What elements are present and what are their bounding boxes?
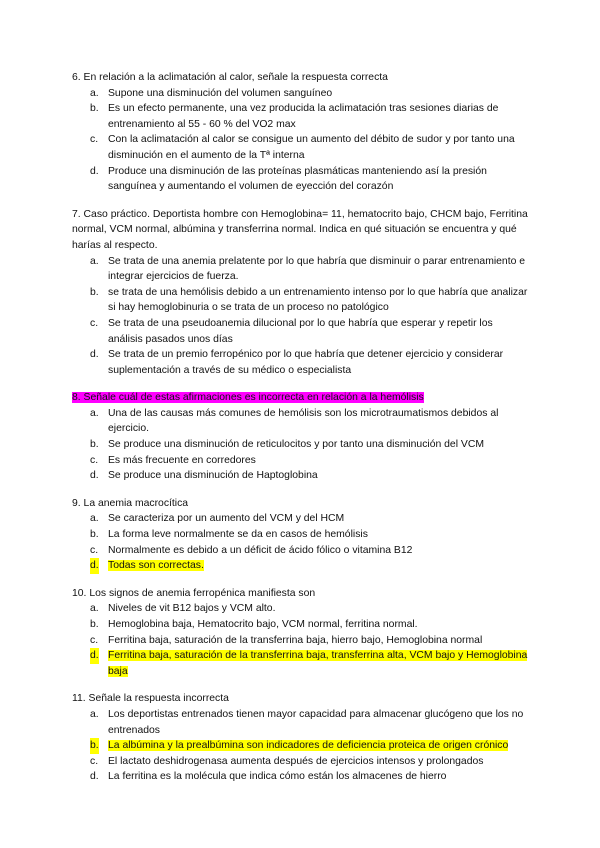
option-letter: a.	[90, 603, 99, 615]
option-c	[72, 316, 528, 347]
option-text: La forma leve normalmente se da en casos de hemólisis	[108, 529, 368, 541]
option-list	[72, 601, 528, 679]
option-d-highlighted	[72, 558, 528, 574]
option-letter: c.	[90, 317, 99, 329]
option-letter: d.	[90, 648, 99, 664]
option-list	[72, 511, 528, 573]
option-text: Con la aclimatación al calor se consigue un aumento del débito de sudor y por tanto una disminución en el aumento de la Tª interna	[108, 134, 515, 161]
option-letter: b.	[90, 286, 99, 298]
option-text: Hemoglobina baja, Hematocrito bajo, VCM normal, ferritina normal.	[108, 619, 418, 630]
option-d	[72, 468, 528, 484]
option-text: Una de las causas más comunes de hemólisis son los microtraumatismos debidos al ejercicio.	[108, 407, 499, 435]
option-letter: c.	[90, 454, 99, 466]
option-d	[72, 164, 528, 195]
option-a	[72, 707, 528, 738]
option-text: Es más frecuente en corredores	[108, 454, 256, 466]
option-text: Normalmente es debido a un déficit de ácido fólico o vitamina B12	[108, 544, 413, 556]
option-text: Supone una disminución del volumen sanguíneo	[108, 87, 333, 99]
option-letter: d.	[90, 349, 99, 361]
option-b	[72, 527, 528, 543]
option-letter: b.	[90, 529, 99, 541]
question-title: 11. Señale la respuesta incorrecta	[72, 693, 229, 705]
option-b	[72, 285, 528, 316]
document-page	[72, 70, 528, 797]
option-list	[72, 707, 528, 785]
option-a	[72, 511, 528, 527]
question-11	[72, 691, 528, 785]
option-text: Niveles de vit B12 bajos y VCM alto.	[108, 603, 276, 615]
option-list	[72, 254, 528, 379]
option-c	[72, 633, 528, 649]
question-title: 6. En relación a la aclimatación al calor, señale la respuesta correcta	[72, 72, 388, 83]
option-letter: c.	[90, 544, 99, 556]
option-letter: a.	[90, 708, 99, 720]
option-text: Los deportistas entrenados tienen mayor capacidad para almacenar glucógeno que los no entrenados	[108, 708, 524, 736]
option-a	[72, 254, 528, 285]
question-9	[72, 496, 528, 574]
option-text: Produce una disminución de las proteínas plasmáticas manteniendo así la presión sanguínea y aumentando el volumen de eyección del corazón	[108, 165, 487, 193]
option-a	[72, 601, 528, 617]
option-d	[72, 769, 528, 785]
option-letter: b.	[90, 738, 99, 754]
option-letter: b.	[90, 619, 99, 630]
option-text: Se caracteriza por un aumento del VCM y del HCM	[108, 513, 345, 525]
question-title: 9. La anemia macrocítica	[72, 497, 189, 509]
option-list	[72, 406, 528, 484]
question-title: 10. Los signos de anemia ferropénica manifiesta son	[72, 587, 316, 599]
option-b	[72, 437, 528, 453]
option-text: Se trata de una anemia prelatente por lo que habría que disminuir o parar entrenamiento e integrar ejercicios de fuerza.	[108, 255, 526, 283]
question-10	[72, 586, 528, 680]
option-letter: d.	[90, 771, 99, 783]
option-a	[72, 406, 528, 437]
option-letter: c.	[90, 755, 99, 767]
option-letter: b.	[90, 103, 99, 115]
option-letter: d.	[90, 470, 99, 482]
option-c	[72, 453, 528, 469]
option-letter: a.	[90, 255, 99, 267]
option-d	[72, 347, 528, 378]
question-6	[72, 70, 528, 195]
option-c	[72, 754, 528, 770]
option-letter: c.	[90, 134, 99, 146]
option-d-highlighted	[72, 648, 528, 679]
option-text: La albúmina y la prealbúmina son indicadores de deficiencia proteica de origen crónico	[108, 740, 509, 752]
option-text: Se trata de un premio ferropénico por lo que habría que detener ejercicio y considerar suplementación a través de su médico o especialista	[108, 349, 504, 376]
option-b	[72, 617, 528, 633]
option-text: se trata de una hemólisis debido a un entrenamiento intenso por lo que habría que analizar si hay hemoglobinuria o se trata de un proceso no patológico	[108, 286, 528, 314]
option-text: La ferritina es la molécula que indica cómo están los almacenes de hierro	[108, 771, 447, 783]
option-text: Ferritina baja, saturación de la transferrina baja, transferrina alta, VCM bajo y Hemoglobina baja	[108, 650, 528, 677]
option-letter: a.	[90, 513, 99, 525]
option-list	[72, 86, 528, 195]
question-title-highlighted: 8. Señale cuál de estas afirmaciones es incorrecta en relación a la hemólisis	[72, 392, 424, 404]
question-7	[72, 207, 528, 379]
option-text: Ferritina baja, saturación de la transferrina baja, hierro bajo, Hemoglobina normal	[108, 634, 483, 646]
option-c	[72, 132, 528, 163]
option-letter: a.	[90, 87, 99, 99]
option-text: El lactato deshidrogenasa aumenta después de ejercicios intensos y prolongados	[108, 755, 484, 767]
option-letter: d.	[90, 165, 99, 177]
option-text: Se produce una disminución de reticulocitos y por tanto una disminución del VCM	[108, 439, 485, 451]
question-title: 7. Caso práctico. Deportista hombre con Hemoglobina= 11, hematocrito bajo, CHCM bajo, Ferritina normal, VCM normal, albúmina y transferrina normal. Indica en qué situación se encuentra y qué harías al respecto.	[72, 208, 528, 251]
option-text: Es un efecto permanente, una vez producida la aclimatación tras sesiones diarias de entrenamiento al 55 - 60 % del VO2 max	[108, 103, 499, 130]
option-text: Todas son correctas.	[108, 560, 204, 572]
option-letter: c.	[90, 634, 99, 646]
option-c	[72, 543, 528, 559]
option-b-highlighted	[72, 738, 528, 754]
option-a	[72, 86, 528, 102]
question-8	[72, 390, 528, 484]
option-text: Se trata de una pseudoanemia dilucional por lo que habría que esperar y repetir los análisis pasados unos días	[108, 317, 493, 345]
option-letter: d.	[90, 558, 99, 574]
option-letter: a.	[90, 407, 99, 419]
option-letter: b.	[90, 439, 99, 451]
option-b	[72, 101, 528, 132]
option-text: Se produce una disminución de Haptoglobina	[108, 470, 318, 482]
